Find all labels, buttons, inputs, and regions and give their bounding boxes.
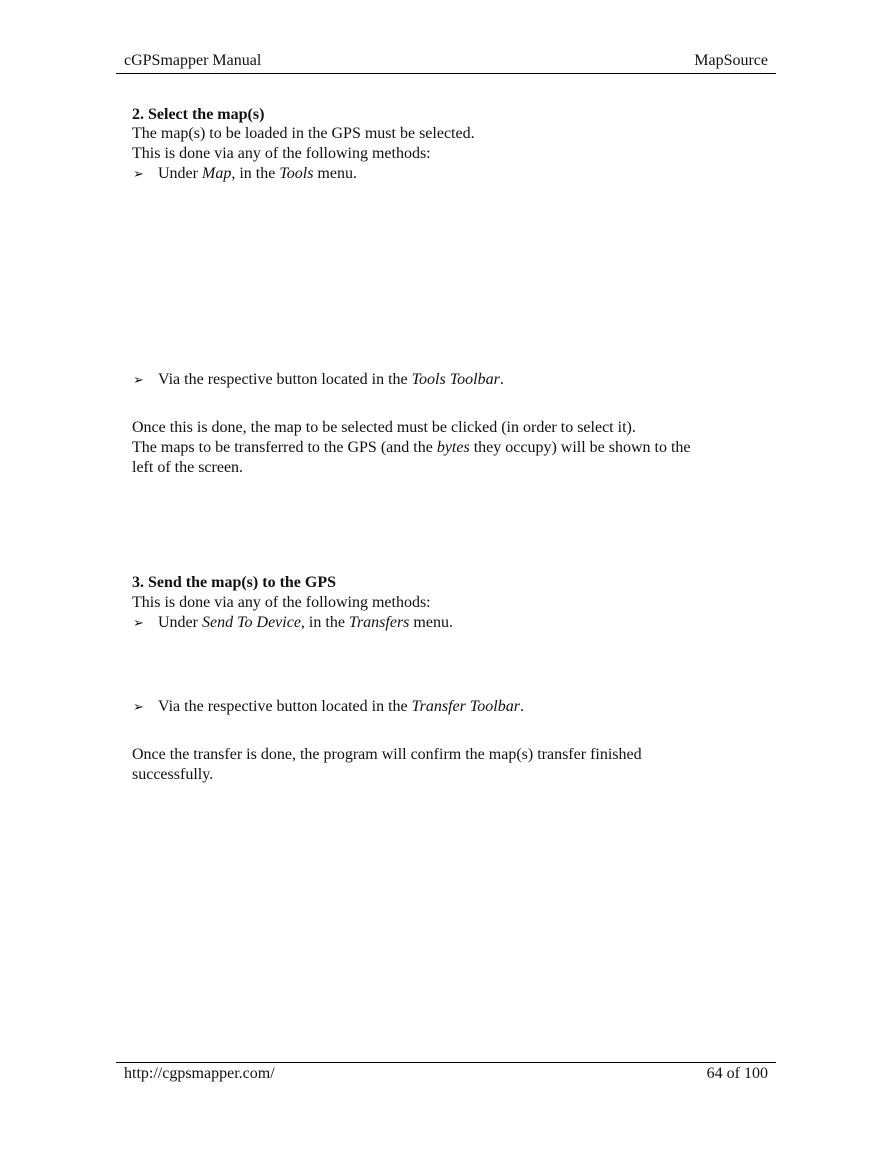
arrowhead-bullet-icon: ➢ [133, 166, 144, 181]
section-2-bullet-1: Under Map, in the Tools menu. [158, 165, 357, 182]
page-number: 64 of 100 [706, 1065, 768, 1082]
section-2-line-1: The map(s) to be loaded in the GPS must be selected. [132, 125, 475, 142]
section-3-bullet-2: Via the respective button located in the Transfer Toolbar. [158, 698, 524, 715]
section-2-bullet-2: Via the respective button located in the Tools Toolbar. [158, 371, 504, 388]
section-3-line-1: This is done via any of the following methods: [132, 594, 431, 611]
arrowhead-bullet-icon: ➢ [133, 372, 144, 387]
section-2-para-line-1: Once this is done, the map to be selected must be clicked (in order to select it). [132, 419, 636, 436]
section-3-para-line-2: successfully. [132, 766, 214, 783]
page-header [116, 51, 776, 74]
section-3-heading: 3. Send the map(s) to the GPS [132, 574, 337, 591]
section-3-bullet-1: Under Send To Device, in the Transfers menu. [158, 614, 453, 631]
section-2-para-line-2: The maps to be transferred to the GPS (and the bytes they occupy) will be shown to the [132, 439, 691, 456]
section-2-para-line-3: left of the screen. [132, 459, 244, 476]
page-footer [116, 1062, 776, 1087]
arrowhead-bullet-icon: ➢ [133, 615, 144, 630]
section-3-para-line-1: Once the transfer is done, the program will confirm the map(s) transfer finished [132, 746, 642, 763]
section-2-heading: 2. Select the map(s) [132, 106, 265, 123]
arrowhead-bullet-icon: ➢ [133, 699, 144, 714]
header-title: cGPSmapper Manual [124, 52, 262, 69]
header-section: MapSource [694, 52, 768, 69]
footer-url: http://cgpsmapper.com/ [124, 1065, 275, 1082]
section-2-line-2: This is done via any of the following methods: [132, 145, 431, 162]
